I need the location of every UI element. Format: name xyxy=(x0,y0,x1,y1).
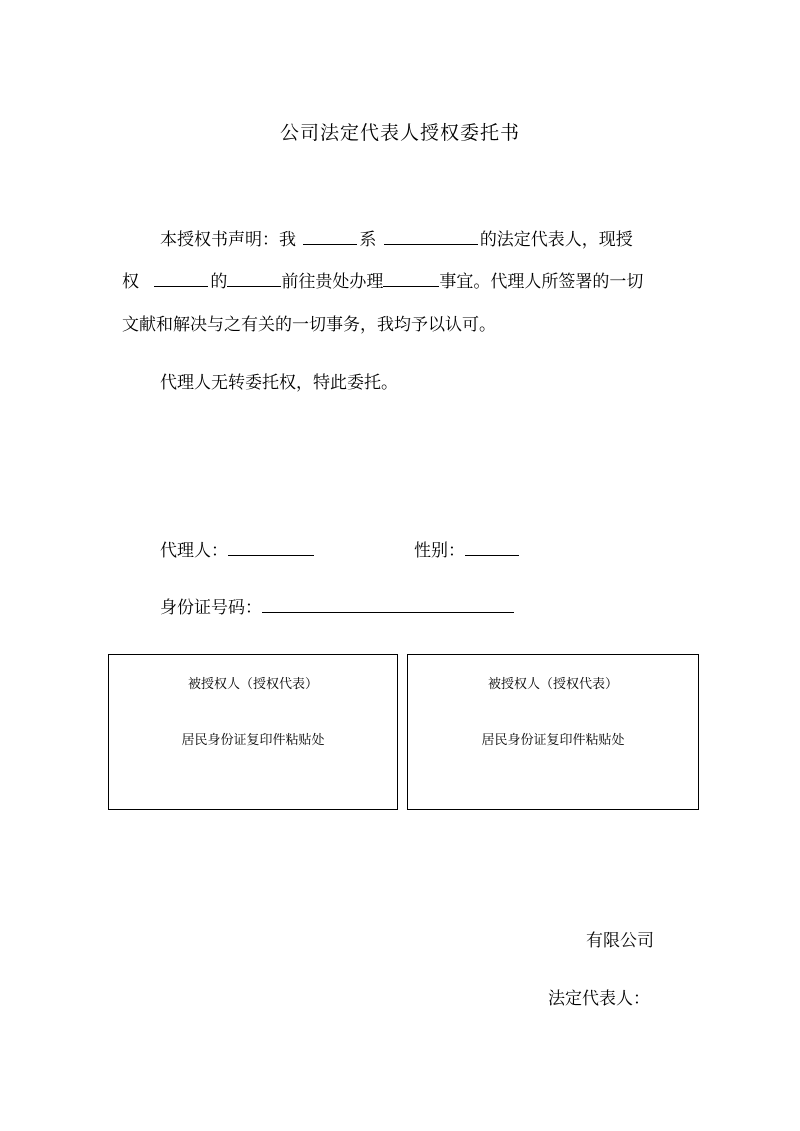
id-copy-box-instruction: 居民身份证复印件粘贴处 xyxy=(481,733,625,748)
id-copy-box-right xyxy=(407,654,699,810)
id-copy-box-heading: 被授权人（授权代表） xyxy=(187,677,318,692)
paragraph1-line2-prefix: 权 xyxy=(122,272,139,292)
paragraph1-line2-suffix: 事宜。代理人所签署的一切 xyxy=(439,272,644,292)
id-number-field xyxy=(160,594,514,621)
paragraph1-line1 xyxy=(160,226,633,253)
gender-blank[interactable] xyxy=(465,537,519,556)
agent-name-blank[interactable] xyxy=(154,268,208,287)
agent-identity-blank[interactable] xyxy=(227,268,281,287)
company-signature-label: 有限公司 xyxy=(586,931,654,951)
id-copy-box-instruction: 居民身份证复印件粘贴处 xyxy=(181,733,325,748)
paragraph2: 代理人无转委托权，特此委托。 xyxy=(160,373,398,393)
id-copy-box-left xyxy=(108,654,398,810)
company-name-blank[interactable] xyxy=(384,226,478,245)
id-number-label: 身份证号码： xyxy=(160,598,262,618)
id-copy-box-heading: 被授权人（授权代表） xyxy=(487,677,618,692)
paragraph1-line1-mid: 系 xyxy=(359,230,377,250)
agent-label: 代理人： xyxy=(160,541,228,561)
paragraph1-line1-prefix: 本授权书声明：我 xyxy=(160,230,296,250)
id-number-blank[interactable] xyxy=(262,594,514,613)
agent-field xyxy=(160,537,314,564)
grantor-name-blank[interactable] xyxy=(303,226,357,245)
paragraph1-line3: 文献和解决与之有关的一切事务，我均予以认可。 xyxy=(122,315,496,335)
legal-representative-label: 法定代表人： xyxy=(548,989,650,1009)
document-title: 公司法定代表人授权委托书 xyxy=(279,122,520,144)
agent-blank[interactable] xyxy=(228,537,314,556)
paragraph1-line1-suffix: 的法定代表人，现授 xyxy=(479,230,633,250)
matter-blank[interactable] xyxy=(383,268,439,287)
paragraph1-line2-mid1: 的 xyxy=(210,272,228,292)
gender-label: 性别： xyxy=(414,541,465,561)
paragraph1-line2 xyxy=(122,268,643,295)
gender-field xyxy=(414,537,519,564)
paragraph1-line2-mid2: 前往贵处办理 xyxy=(281,272,384,292)
